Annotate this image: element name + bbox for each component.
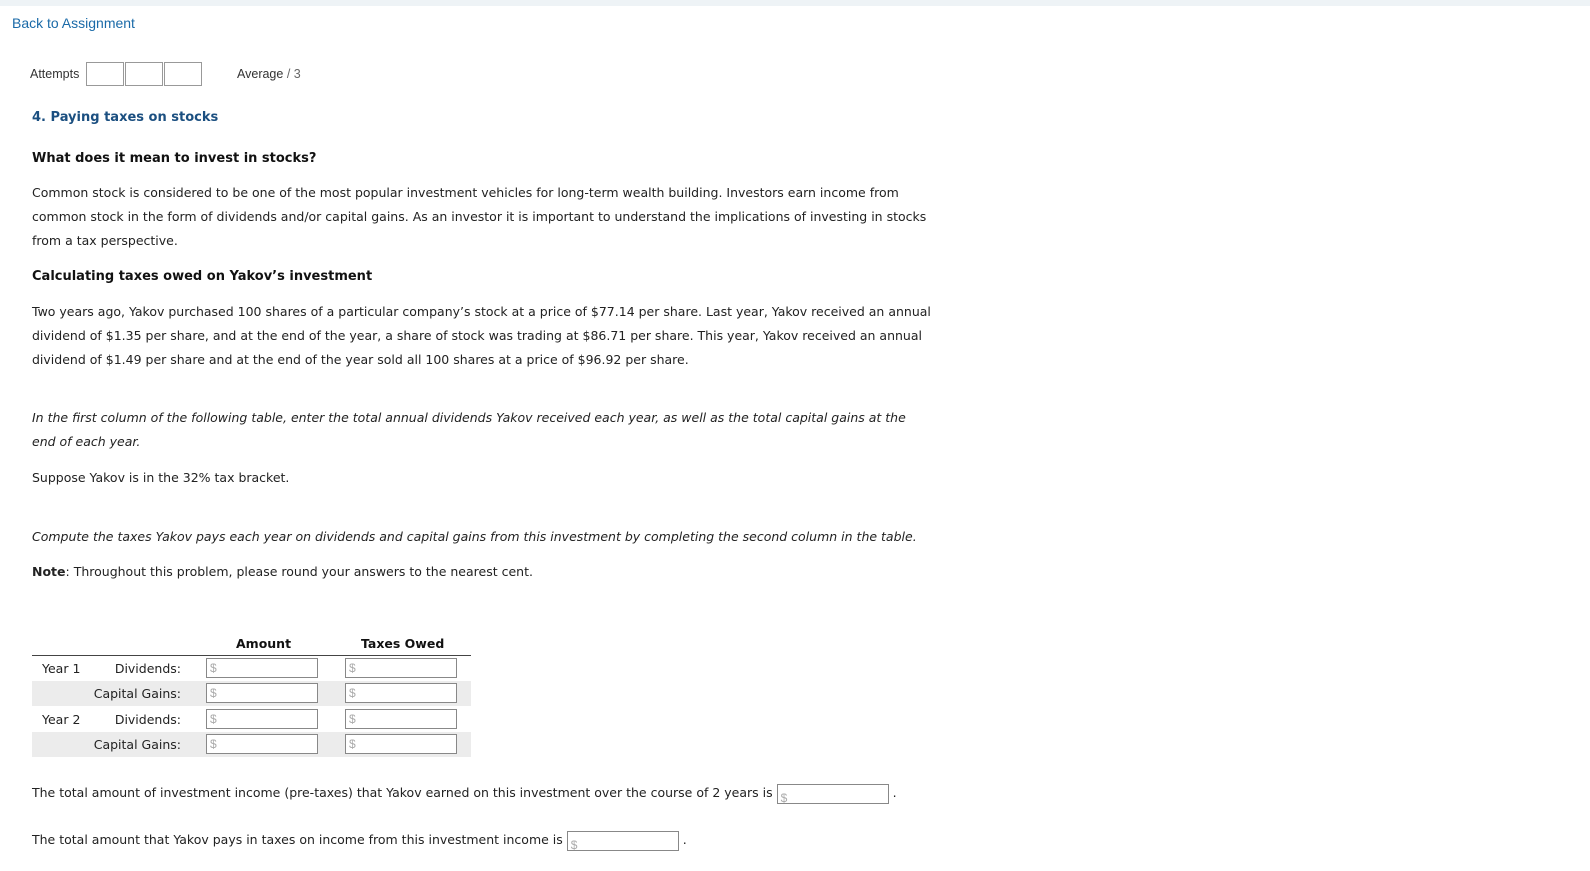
attempt-box-2	[125, 62, 163, 86]
average-label: Average	[237, 67, 284, 81]
scenario-paragraph: Two years ago, Yakov purchased 100 shares of a particular company’s stock at a price of $77.14 per share. Last year, Yakov received an annual dividend of $1.35 per share, and at the end of the year, a share of stock was trading at $86.71 per share. This year, Yakov received an annual dividend of $1.49 per share and at the end of the year sold all 100 shares at a price of $96.92 per share.	[32, 304, 931, 367]
total-taxes-sentence	[32, 828, 1132, 852]
year1-capital-gains-taxes-input[interactable]	[345, 683, 457, 703]
question-title: 4. Paying taxes on stocks	[32, 110, 219, 125]
currency-symbol: $	[210, 661, 217, 675]
total-income-text: The total amount of investment income (pre-taxes) that Yakov earned on this investment over the course of 2 years is	[32, 785, 773, 800]
attempt-box-3	[164, 62, 202, 86]
row-year: Year 2	[42, 712, 81, 727]
year2-capital-gains-amount-input[interactable]	[206, 734, 318, 754]
year2-dividends-amount-input[interactable]	[206, 709, 318, 729]
total-taxes-period: .	[682, 832, 687, 847]
year2-dividends-taxes-field[interactable]	[358, 710, 454, 728]
intro-paragraph: Common stock is considered to be one of the most popular investment vehicles for long-term wealth building. Investors earn income from common stock in the form of dividends and/or capital gains. As an investor it is important to understand the implications of investing in stocks from a tax perspective.	[32, 185, 927, 248]
year1-dividends-amount-input[interactable]	[206, 658, 318, 678]
year1-dividends-taxes-field[interactable]	[358, 659, 454, 677]
row-label: Dividends:	[114, 712, 181, 727]
row-label: Dividends:	[114, 661, 181, 676]
year1-capital-gains-amount-field[interactable]	[219, 684, 315, 702]
total-income-period: .	[892, 785, 897, 800]
instruction-second-column: Compute the taxes Yakov pays each year on dividends and capital gains from this investment by completing the second column in the table.	[32, 529, 917, 544]
average-denominator: / 3	[286, 67, 301, 81]
currency-symbol: $	[210, 737, 217, 751]
section-heading-taxes: Calculating taxes owed on Yakov’s investment	[32, 269, 373, 284]
top-strip	[0, 0, 1590, 6]
total-income-sentence	[32, 781, 1132, 805]
year2-capital-gains-taxes-input[interactable]	[345, 734, 457, 754]
row-label: Capital Gains:	[93, 686, 181, 701]
currency-symbol: $	[349, 737, 356, 751]
year2-capital-gains-amount-field[interactable]	[219, 735, 315, 753]
total-taxes-text: The total amount that Yakov pays in taxes on income from this investment income is	[32, 832, 563, 847]
currency-symbol: $	[349, 686, 356, 700]
table-row	[32, 732, 471, 757]
year1-capital-gains-amount-input[interactable]	[206, 683, 318, 703]
currency-symbol: $	[210, 712, 217, 726]
table-row	[32, 681, 471, 706]
year1-dividends-taxes-input[interactable]	[345, 658, 457, 678]
column-header-taxes-owed: Taxes Owed	[361, 636, 445, 651]
attempt-box-1	[86, 62, 124, 86]
average-score	[237, 67, 301, 81]
year2-dividends-taxes-input[interactable]	[345, 709, 457, 729]
currency-symbol: $	[349, 661, 356, 675]
note-label: Note	[32, 564, 66, 579]
currency-symbol: $	[570, 837, 578, 852]
currency-symbol: $	[349, 712, 356, 726]
year1-capital-gains-taxes-field[interactable]	[358, 684, 454, 702]
table-row	[32, 656, 471, 681]
table-row	[32, 707, 471, 732]
year1-dividends-amount-field[interactable]	[219, 659, 315, 677]
total-income-input[interactable]	[777, 784, 889, 804]
section-heading-invest: What does it mean to invest in stocks?	[32, 151, 317, 166]
note-text: : Throughout this problem, please round your answers to the nearest cent.	[65, 564, 533, 579]
total-taxes-input[interactable]	[567, 831, 679, 851]
row-label: Capital Gains:	[93, 737, 181, 752]
instruction-first-column: In the first column of the following table, enter the total annual dividends Yakov received each year, as well as the total capital gains at the end of each year.	[32, 410, 906, 449]
year2-capital-gains-taxes-field[interactable]	[358, 735, 454, 753]
column-header-amount: Amount	[236, 636, 292, 651]
tax-bracket-text: Suppose Yakov is in the 32% tax bracket.	[32, 470, 290, 485]
back-to-assignment-link[interactable]: Back to Assignment	[12, 15, 135, 31]
row-year: Year 1	[42, 661, 81, 676]
attempts-label: Attempts	[30, 67, 80, 81]
year2-dividends-amount-field[interactable]	[219, 710, 315, 728]
currency-symbol: $	[780, 790, 788, 805]
currency-symbol: $	[210, 686, 217, 700]
rounding-note	[32, 560, 962, 584]
